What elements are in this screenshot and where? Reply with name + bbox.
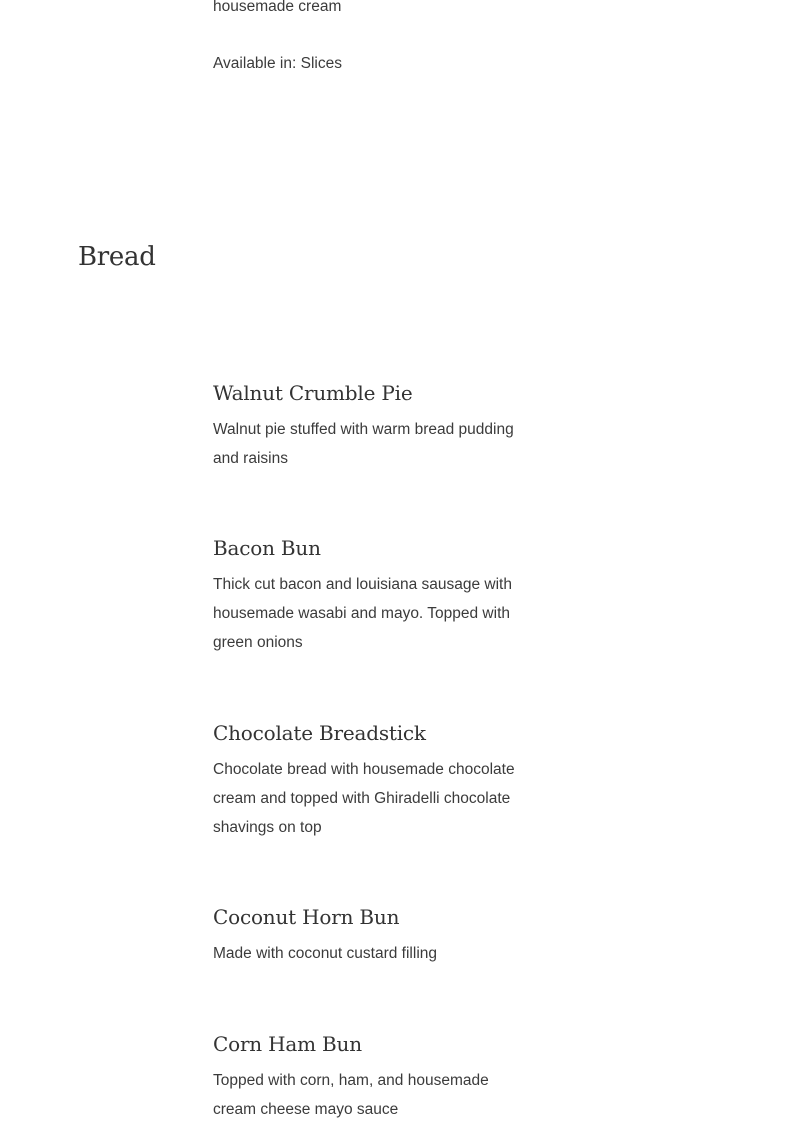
previous-item-description: housemade cream	[213, 0, 342, 15]
menu-item-description: Chocolate bread with housemade chocolate cream and topped with Ghiradelli chocolate shavings on top	[213, 761, 515, 836]
menu-item-name: Bacon Bun	[213, 536, 321, 560]
menu-item-description: Topped with corn, ham, and housemade cream cheese mayo sauce	[213, 1072, 489, 1118]
menu-item-name: Walnut Crumble Pie	[213, 381, 413, 405]
menu-item	[213, 534, 533, 657]
menu-item-name: Chocolate Breadstick	[213, 721, 426, 745]
menu-item	[213, 379, 533, 473]
previous-item-availability: Available in: Slices	[213, 55, 342, 72]
menu-item	[213, 1030, 533, 1124]
menu-item-name: Corn Ham Bun	[213, 1032, 362, 1056]
menu-item-description: Made with coconut custard filling	[213, 945, 438, 962]
menu-item-description: Walnut pie stuffed with warm bread pudding and raisins	[213, 421, 514, 467]
section-title-bread: Bread	[78, 242, 156, 272]
menu-item	[213, 903, 533, 968]
menu-item-name: Coconut Horn Bun	[213, 905, 400, 929]
menu-item-description: Thick cut bacon and louisiana sausage with housemade wasabi and mayo. Topped with green onions	[213, 576, 512, 651]
menu-item	[213, 719, 533, 842]
